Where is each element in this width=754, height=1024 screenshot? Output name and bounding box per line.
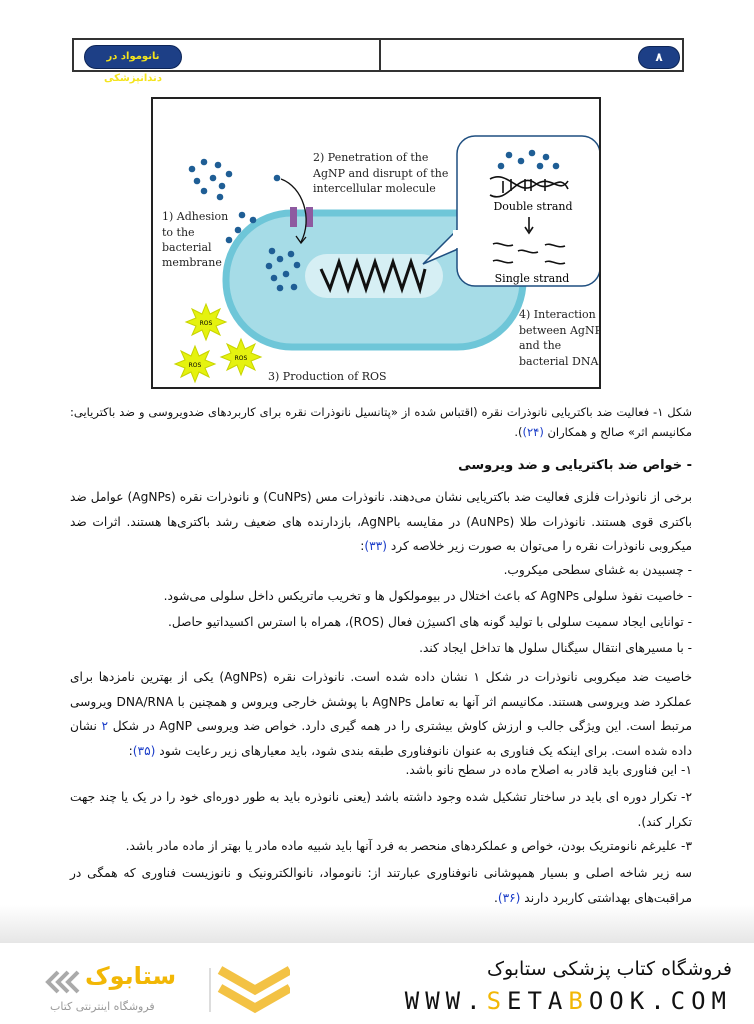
svg-text:membrane: membrane	[162, 256, 222, 269]
criteria-item: ۳- علیرغم نانومتریک بودن، خواص و عملکردهای منحصر به فرد آنها باید شبیه ماده مادر یا بهتر از ماده مادر باشد.	[125, 839, 692, 853]
label-dna-interaction	[519, 308, 599, 368]
reference-link[interactable]: (۳۵)	[132, 743, 156, 758]
criteria-item: ۱- این فناوری باید قادر به اصلاح ماده در سطح نانو باشد.	[405, 763, 692, 777]
svg-text:AgNP and disrupt of the: AgNP and disrupt of the	[313, 167, 449, 180]
ros-star-icon	[175, 346, 215, 382]
figure-1	[151, 97, 601, 389]
svg-text:and the: and the	[519, 339, 562, 352]
reference-link[interactable]: (۲۴)	[522, 425, 544, 439]
svg-text:ROS: ROS	[234, 355, 248, 362]
svg-text:intercellular molecule: intercellular molecule	[313, 182, 436, 195]
paragraph-antiviral: خاصیت ضد میکروبی نانوذرات در شکل ۱ نشان داده شده است. نانوذرات نقره (AgNPs) یکی از بهترین نامزدها برای عملکرد ضد ویروسی هستند. مکانیسم اثر آنها به تعامل AgNPs با پوشش خارجی ویروس و همچنین با DNA/RNA ویروسی مرتبط است. این ویژگی جالب و ارزش کاوش بیشتری را در همه گیری دارد. خواص ضد ویروسی AgNP در شکل ۲ نشان داده شده است. برای اینکه یک فناوری به عنوان نانوفناوری طبقه بندی شود، باید معیارهای زیر رعایت شود (۳۵):	[70, 670, 692, 758]
bullet-item: - توانایی ایجاد سمیت سلولی با تولید گونه های اکسیژن فعال (ROS)، همراه با استرس اکسیداتیو حاصل.	[168, 615, 692, 629]
figure-caption: شکل ۱- فعالیت ضد باکتریایی نانوذرات نقره (اقتباس شده از «پتانسیل نانوذرات نقره برای کاربردهای ضدویروسی و ضد باکتریایی: مکانیسم اثر» صالح و همکاران (۲۴)).	[70, 405, 692, 439]
svg-text:2) Penetration of the: 2) Penetration of the	[313, 151, 429, 164]
paragraph-intro: برخی از نانوذرات فلزی فعالیت ضد باکتریایی نشان می‌دهند. نانوذرات مس (CuNPs) و نانوذرات نقره (AgNPs) عوامل ضد باکتری قوی هستند. نانوذرات طلا (AuNPs) در مقایسه باAgNP، بازدارنده های ضعیف رشد باکتری‌ها هستند. اثرات ضد میکروبی نانوذرات نقره را می‌توان به صورت زیر خلاصه کرد (۳۳):	[70, 490, 692, 553]
page-number-badge: ۸	[638, 46, 680, 69]
svg-text:to the: to the	[162, 226, 195, 239]
ros-star-icon	[221, 339, 261, 375]
header-divider	[379, 40, 381, 70]
svg-text:1) Adhesion: 1) Adhesion	[162, 210, 229, 223]
svg-text:ROS: ROS	[188, 362, 202, 369]
svg-text:ROS: ROS	[199, 320, 213, 327]
single-strand-label: Single strand	[494, 272, 570, 285]
label-ros-production: 3) Production of ROS	[268, 370, 387, 383]
bullet-item: - خاصیت نفوذ سلولی AgNPs که باعث اختلال در بیومولکول ها و تخریب ماتریکس داخل سلولی می‌شود.	[163, 589, 692, 603]
svg-text:bacterial: bacterial	[162, 241, 212, 254]
setabook-logo	[30, 960, 290, 1020]
membrane-channel	[290, 207, 297, 227]
svg-text:between AgNP: between AgNP	[519, 324, 599, 337]
bullet-item: - چسبیدن به غشای سطحی میکروب.	[503, 563, 692, 577]
membrane-channel	[306, 207, 313, 227]
bacteria-diagram	[153, 99, 599, 387]
ros-star-icon	[186, 304, 226, 340]
bullet-item: - با مسیرهای انتقال سیگنال سلول ها تداخل ایجاد کند.	[419, 641, 692, 655]
label-penetration	[312, 151, 448, 195]
svg-text:4) Interaction: 4) Interaction	[519, 308, 596, 321]
logo-text: ستابوک	[85, 962, 177, 990]
reference-link[interactable]: (۳۶)	[497, 890, 521, 905]
label-adhesion	[162, 210, 228, 269]
svg-text:bacterial DNA: bacterial DNA	[519, 355, 599, 368]
book-title-badge: نانومواد در دندانپزشکی	[84, 45, 182, 69]
running-header	[72, 38, 684, 84]
store-url[interactable]: WWW.SETABOOK.COM	[404, 987, 732, 1015]
page-bottom-shadow	[0, 905, 754, 943]
logo-tagline: فروشگاه اینترنتی کتاب	[50, 1000, 155, 1013]
paragraph-subfields: سه زیر شاخه اصلی و بسیار همپوشانی نانوفناوری عبارتند از: نانومواد، نانوالکترونیک و نانوزیست فناوری که همگی در مراقبت‌های بهداشتی کاربرد دارند (۳۶).	[70, 866, 692, 905]
double-strand-label: Double strand	[493, 200, 573, 213]
reference-link[interactable]: (۳۳)	[364, 539, 387, 553]
section-heading: - خواص ضد باکتریایی و ضد ویروسی	[458, 458, 692, 473]
figure-link[interactable]: ۲	[101, 719, 109, 733]
criteria-item: ۲- تکرار دوره ای باید در ساختار تشکیل شده وجود داشته باشد (یعنی نانوذره باید به طور دوره‌ای خود را در یک یا چند جهت تکرار کند).	[70, 790, 692, 829]
store-name: فروشگاه کتاب پزشکی ستابوک	[486, 958, 732, 980]
